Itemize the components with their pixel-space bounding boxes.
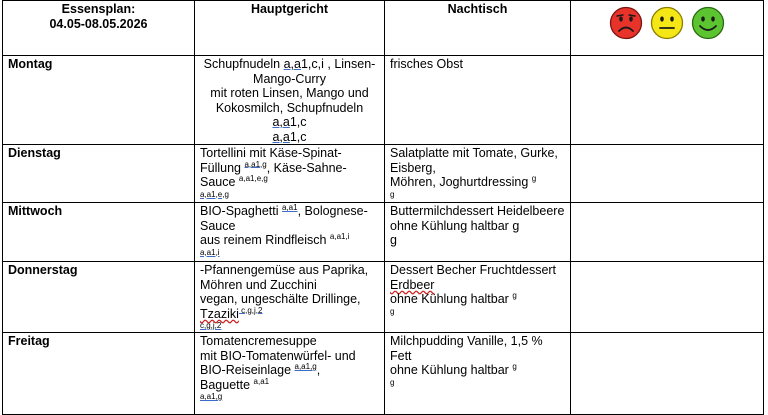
dessert-text: ohne Kühlung haltbar g [390, 218, 520, 233]
main-text: 1,c,i , Linsen- [300, 57, 376, 71]
rating-cell[interactable] [571, 145, 764, 203]
allergen-code: a,a1 [253, 376, 270, 386]
table-row-dienstag [3, 145, 764, 203]
day-label: Mittwoch [3, 203, 195, 262]
allergen-code: 1,c [289, 129, 307, 144]
allergen-code: a,a1,e,g [238, 173, 268, 183]
allergen-code-small: g [390, 189, 395, 199]
allergen-code-small: a,a1,i [200, 247, 220, 257]
main-course-cell [195, 145, 385, 203]
dessert-cell [385, 56, 571, 145]
allergen-code: a,a [272, 115, 290, 129]
allergen-code: 1,c [289, 115, 307, 129]
day-label: Dienstag [3, 145, 195, 203]
main-text: -Pfannengemüse aus Paprika, [200, 263, 369, 277]
happy-green-face-icon[interactable] [691, 6, 725, 40]
main-text: Füllung [200, 160, 245, 175]
dessert-header [385, 1, 571, 56]
plan-date-range: 04.05-08.05.2026 [49, 16, 148, 31]
main-text: Tortellini mit Käse-Spinat- [200, 146, 342, 160]
main-text: Baguette [200, 377, 254, 392]
rating-cell[interactable] [571, 262, 764, 333]
table-row-donnerstag [3, 262, 764, 333]
rating-cell[interactable] [571, 203, 764, 262]
dessert-text: Fett [390, 348, 412, 363]
main-text: Schupfnudeln [203, 57, 284, 71]
main-course-cell [195, 203, 385, 262]
dessert-text: Buttermilchdessert Heidelbeere [390, 204, 565, 218]
main-text: Tzaziki [200, 306, 239, 321]
rating-cell[interactable] [571, 333, 764, 415]
dessert-cell [385, 333, 571, 415]
main-course-header-label: Hauptgericht [250, 2, 329, 16]
sad-red-face-icon[interactable] [609, 6, 643, 40]
allergen-code: a,a [272, 129, 290, 144]
allergen-code: a,a1 [282, 202, 298, 212]
dessert-text: g [390, 233, 397, 247]
main-text: BIO-Reiseinlage [200, 363, 295, 377]
neutral-yellow-face-icon[interactable] [650, 6, 684, 40]
main-text: , [316, 363, 321, 377]
dessert-header-label: Nachtisch [447, 2, 508, 16]
meal-plan-table [2, 0, 764, 415]
main-text: mit BIO-Tomatenwürfel- und [200, 348, 356, 363]
plan-title: Essensplan: [61, 2, 136, 16]
main-text: aus reinem Rindfleisch [200, 233, 330, 247]
main-course-cell [195, 262, 385, 333]
dessert-cell [385, 262, 571, 333]
allergen-code: a,a [283, 57, 301, 71]
dessert-cell [385, 145, 571, 203]
main-text: Tomatencremesuppe [200, 334, 317, 348]
allergen-code-small: a,a1,e,g [200, 189, 229, 199]
dessert-text: Möhren, Joghurtdressing [390, 175, 532, 189]
main-text: Kokosmilch, Schupfnudeln [215, 100, 364, 115]
main-course-cell [195, 56, 385, 145]
allergen-code-small: a,a1,g [200, 392, 223, 401]
dessert-text: Dessert Becher Fruchtdessert [390, 263, 557, 277]
dessert-text: Erdbeer [390, 277, 435, 292]
allergen-code: c,g,j,2 [238, 305, 263, 315]
day-label: Montag [3, 56, 195, 145]
dessert-text: Milchpudding Vanille, 1,5 % [390, 334, 543, 348]
main-text: , Bolognese- [297, 204, 368, 218]
allergen-code: g [531, 173, 537, 183]
main-course-cell [195, 333, 385, 415]
table-row-montag [3, 56, 764, 145]
dessert-text: Eisberg, [390, 160, 436, 175]
header-row [3, 1, 764, 56]
table-row-mittwoch [3, 203, 764, 262]
dessert-text: Salatplatte mit Tomate, Gurke, [390, 146, 558, 160]
main-text: Sauce [200, 175, 239, 189]
main-text: , Käse-Sahne- [266, 160, 347, 175]
day-label: Freitag [3, 333, 195, 415]
allergen-code: g [512, 290, 517, 300]
allergen-code-small: c,g,j,2 [200, 321, 222, 330]
main-text: BIO-Spaghetti [200, 204, 282, 218]
plan-title-cell [3, 1, 195, 56]
rating-faces [576, 2, 758, 40]
dessert-text: frisches Obst [390, 57, 463, 71]
main-text: vegan, ungeschälte Drillinge, [200, 292, 361, 306]
allergen-code: g [512, 361, 517, 371]
allergen-code: a,a1,g [294, 361, 317, 371]
dessert-text: ohne Kühlung haltbar [390, 363, 513, 377]
rating-cell[interactable] [571, 56, 764, 145]
main-course-header [195, 1, 385, 56]
allergen-code-small: g [390, 306, 395, 316]
main-text: mit roten Linsen, Mango und [210, 86, 369, 100]
allergen-code-small: g [390, 377, 395, 387]
main-text: Mango-Curry [253, 71, 326, 86]
allergen-code: a,a1,g [244, 159, 267, 169]
table-row-freitag [3, 333, 764, 415]
main-text: Möhren und Zucchini [200, 277, 317, 292]
day-label: Donnerstag [3, 262, 195, 333]
allergen-code: a,a1,i [329, 231, 350, 241]
main-text: Sauce [200, 218, 236, 233]
dessert-text: ohne Kühlung haltbar [390, 292, 513, 306]
dessert-cell [385, 203, 571, 262]
rating-header [571, 1, 764, 56]
